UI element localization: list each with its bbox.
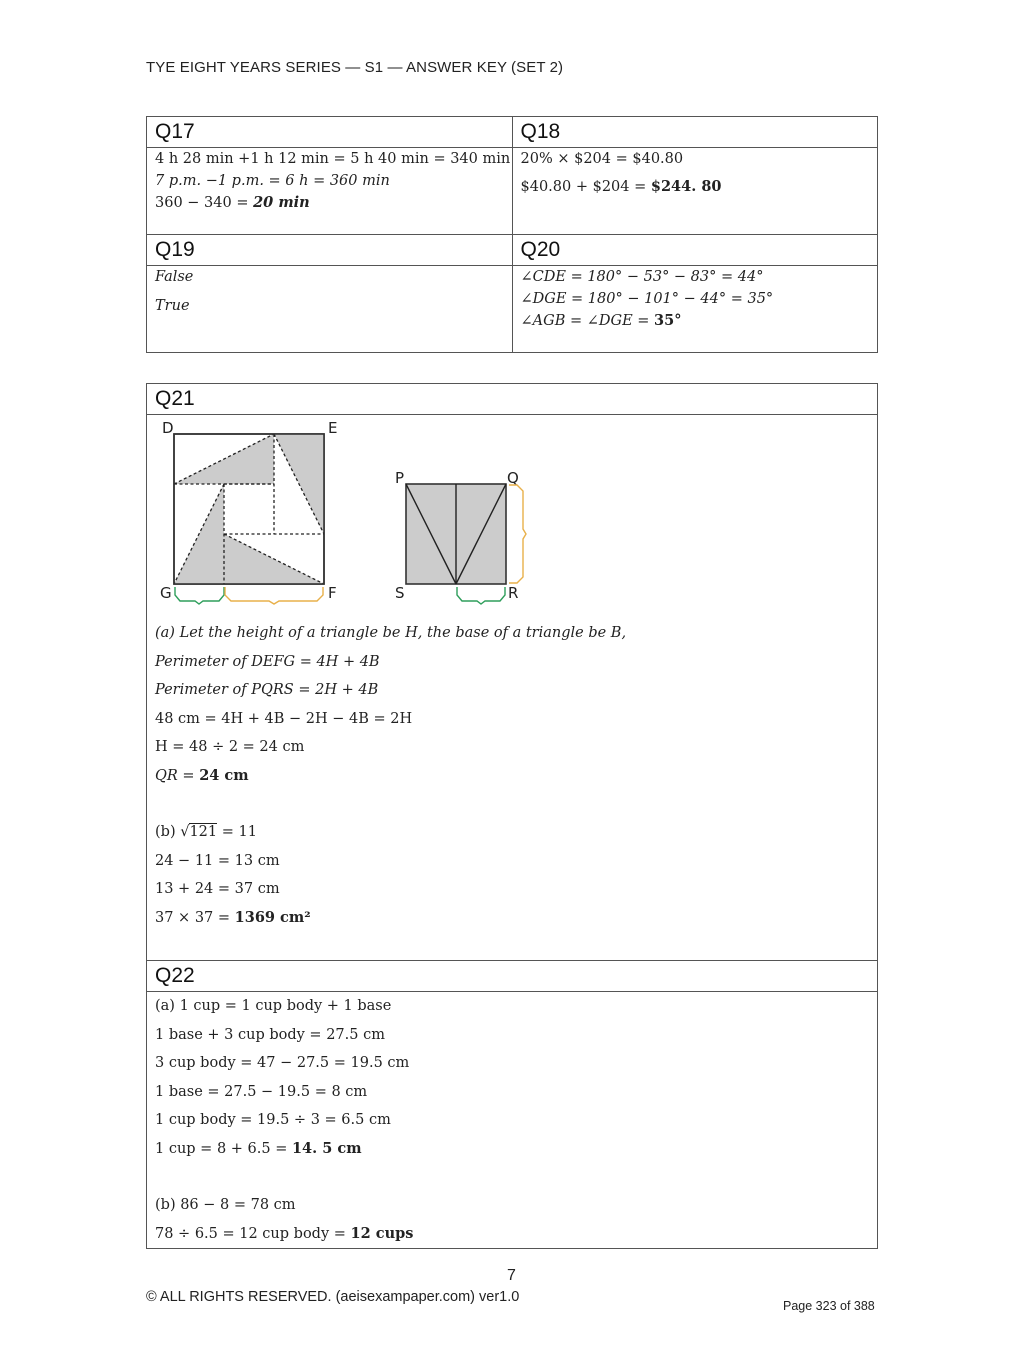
label-d: D — [162, 419, 174, 437]
q17-line-2: 7 p.m. −1 p.m. = 6 h = 360 min — [155, 173, 390, 189]
q20-final-answer: 35° — [654, 312, 682, 329]
q20-answer — [512, 266, 878, 353]
label-q: Q — [507, 469, 519, 487]
q22a-line-4: 1 base = 27.5 − 19.5 = 8 cm — [155, 1083, 368, 1100]
q21b-line-3: 13 + 24 = 37 cm — [155, 881, 280, 897]
q22b-line-2: 78 ÷ 6.5 = 12 cup body = 12 cups — [155, 1224, 414, 1242]
label-s: S — [395, 584, 405, 602]
q21b-line-1: (b) √121 = 11 — [155, 824, 257, 840]
q18-answer — [512, 148, 878, 235]
label-p: P — [395, 469, 405, 487]
q22b-line-1: (b) 86 − 8 = 78 cm — [155, 1197, 296, 1213]
document-header: TYE EIGHT YEARS SERIES — S1 — ANSWER KEY (SET 2) — [146, 59, 564, 76]
q22a-line-5: 1 cup body = 19.5 ÷ 3 = 6.5 cm — [155, 1112, 391, 1128]
label-f: F — [328, 584, 337, 602]
page-number: 7 — [507, 1267, 516, 1284]
q22-label: Q22 — [147, 961, 878, 992]
q21a-final-answer: 24 cm — [199, 766, 249, 784]
q21a-line-4: 48 cm = 4H + 4B − 2H − 4B = 2H — [155, 710, 413, 727]
copyright-notice: © ALL RIGHTS RESERVED. (aeisexampaper.com) ver1.0 — [146, 1289, 520, 1305]
q22a-line-1: (a) 1 cup = 1 cup body + 1 base — [155, 998, 392, 1014]
q17-label: Q17 — [147, 117, 513, 148]
q21-label: Q21 — [147, 384, 878, 415]
orange-brace-f — [225, 587, 323, 604]
q18-line-2: $40.80 + $204 = $244. 80 — [520, 178, 722, 195]
q21a-line-2: Perimeter of DEFG = 4H + 4B — [155, 653, 380, 670]
q22-part-b — [155, 1191, 869, 1248]
page-count: Page 323 of 388 — [783, 1299, 875, 1313]
q17-answer — [147, 148, 513, 235]
q21a-line-5: H = 48 ÷ 2 = 24 cm — [155, 739, 305, 755]
q18-line-1: 20% × $204 = $40.80 — [520, 151, 684, 167]
q19-label: Q19 — [147, 235, 513, 266]
green-brace-sr — [457, 587, 505, 604]
q21a-line-1: (a) Let the height of a triangle be H, the base of a triangle be B, — [155, 625, 627, 641]
q22a-line-6: 1 cup = 8 + 6.5 = 14. 5 cm — [155, 1139, 362, 1157]
q19-line-1: False — [155, 269, 194, 285]
q19-answer — [147, 266, 513, 353]
square-pqrs — [395, 469, 526, 604]
q21b-final-answer: 1369 cm² — [234, 908, 311, 926]
q21-part-a — [155, 619, 869, 790]
q21b-line-4: 37 × 37 = 1369 cm² — [155, 908, 311, 926]
q21-squares-figure — [147, 415, 567, 615]
q21b-line-2: 24 − 11 = 13 cm — [155, 852, 280, 869]
q17-line-3: 360 − 340 = 20 min — [155, 194, 310, 211]
answer-table-q17-q20 — [146, 116, 878, 353]
q22-answer — [147, 992, 878, 1249]
q21-part-b — [155, 818, 869, 932]
q17-final-answer: 20 min — [253, 194, 310, 211]
q22a-line-2: 1 base + 3 cup body = 27.5 cm — [155, 1026, 385, 1043]
q18-final-answer: $244. 80 — [650, 178, 722, 195]
green-brace-g — [175, 587, 224, 604]
orange-brace-qr — [509, 485, 526, 583]
label-r: R — [508, 584, 519, 602]
q22-part-a — [155, 992, 869, 1163]
q17-line-1: 4 h 28 min +1 h 12 min = 5 h 40 min = 340 min — [155, 151, 511, 167]
q22b-final-answer: 12 cups — [350, 1224, 414, 1242]
q20-line-2: ∠DGE = 180° − 101° − 44° = 35° — [520, 291, 774, 307]
q18-label: Q18 — [512, 117, 878, 148]
label-e: E — [328, 419, 338, 437]
q19-line-2: True — [155, 298, 190, 314]
q20-line-3: ∠AGB = ∠DGE = 35° — [520, 312, 682, 329]
q20-line-1: ∠CDE = 180° − 53° − 83° = 44° — [520, 269, 764, 285]
q21a-line-6: QR = 24 cm — [155, 766, 249, 784]
q22a-final-answer: 14. 5 cm — [291, 1139, 362, 1157]
answer-table-q21-q22 — [146, 383, 878, 1249]
q20-label: Q20 — [512, 235, 878, 266]
q21a-line-3: Perimeter of PQRS = 2H + 4B — [155, 682, 379, 698]
square-defg — [160, 419, 337, 604]
q21-diagram — [155, 415, 869, 615]
q22a-line-3: 3 cup body = 47 − 27.5 = 19.5 cm — [155, 1055, 410, 1071]
q21-answer — [147, 415, 878, 961]
label-g: G — [160, 584, 172, 602]
